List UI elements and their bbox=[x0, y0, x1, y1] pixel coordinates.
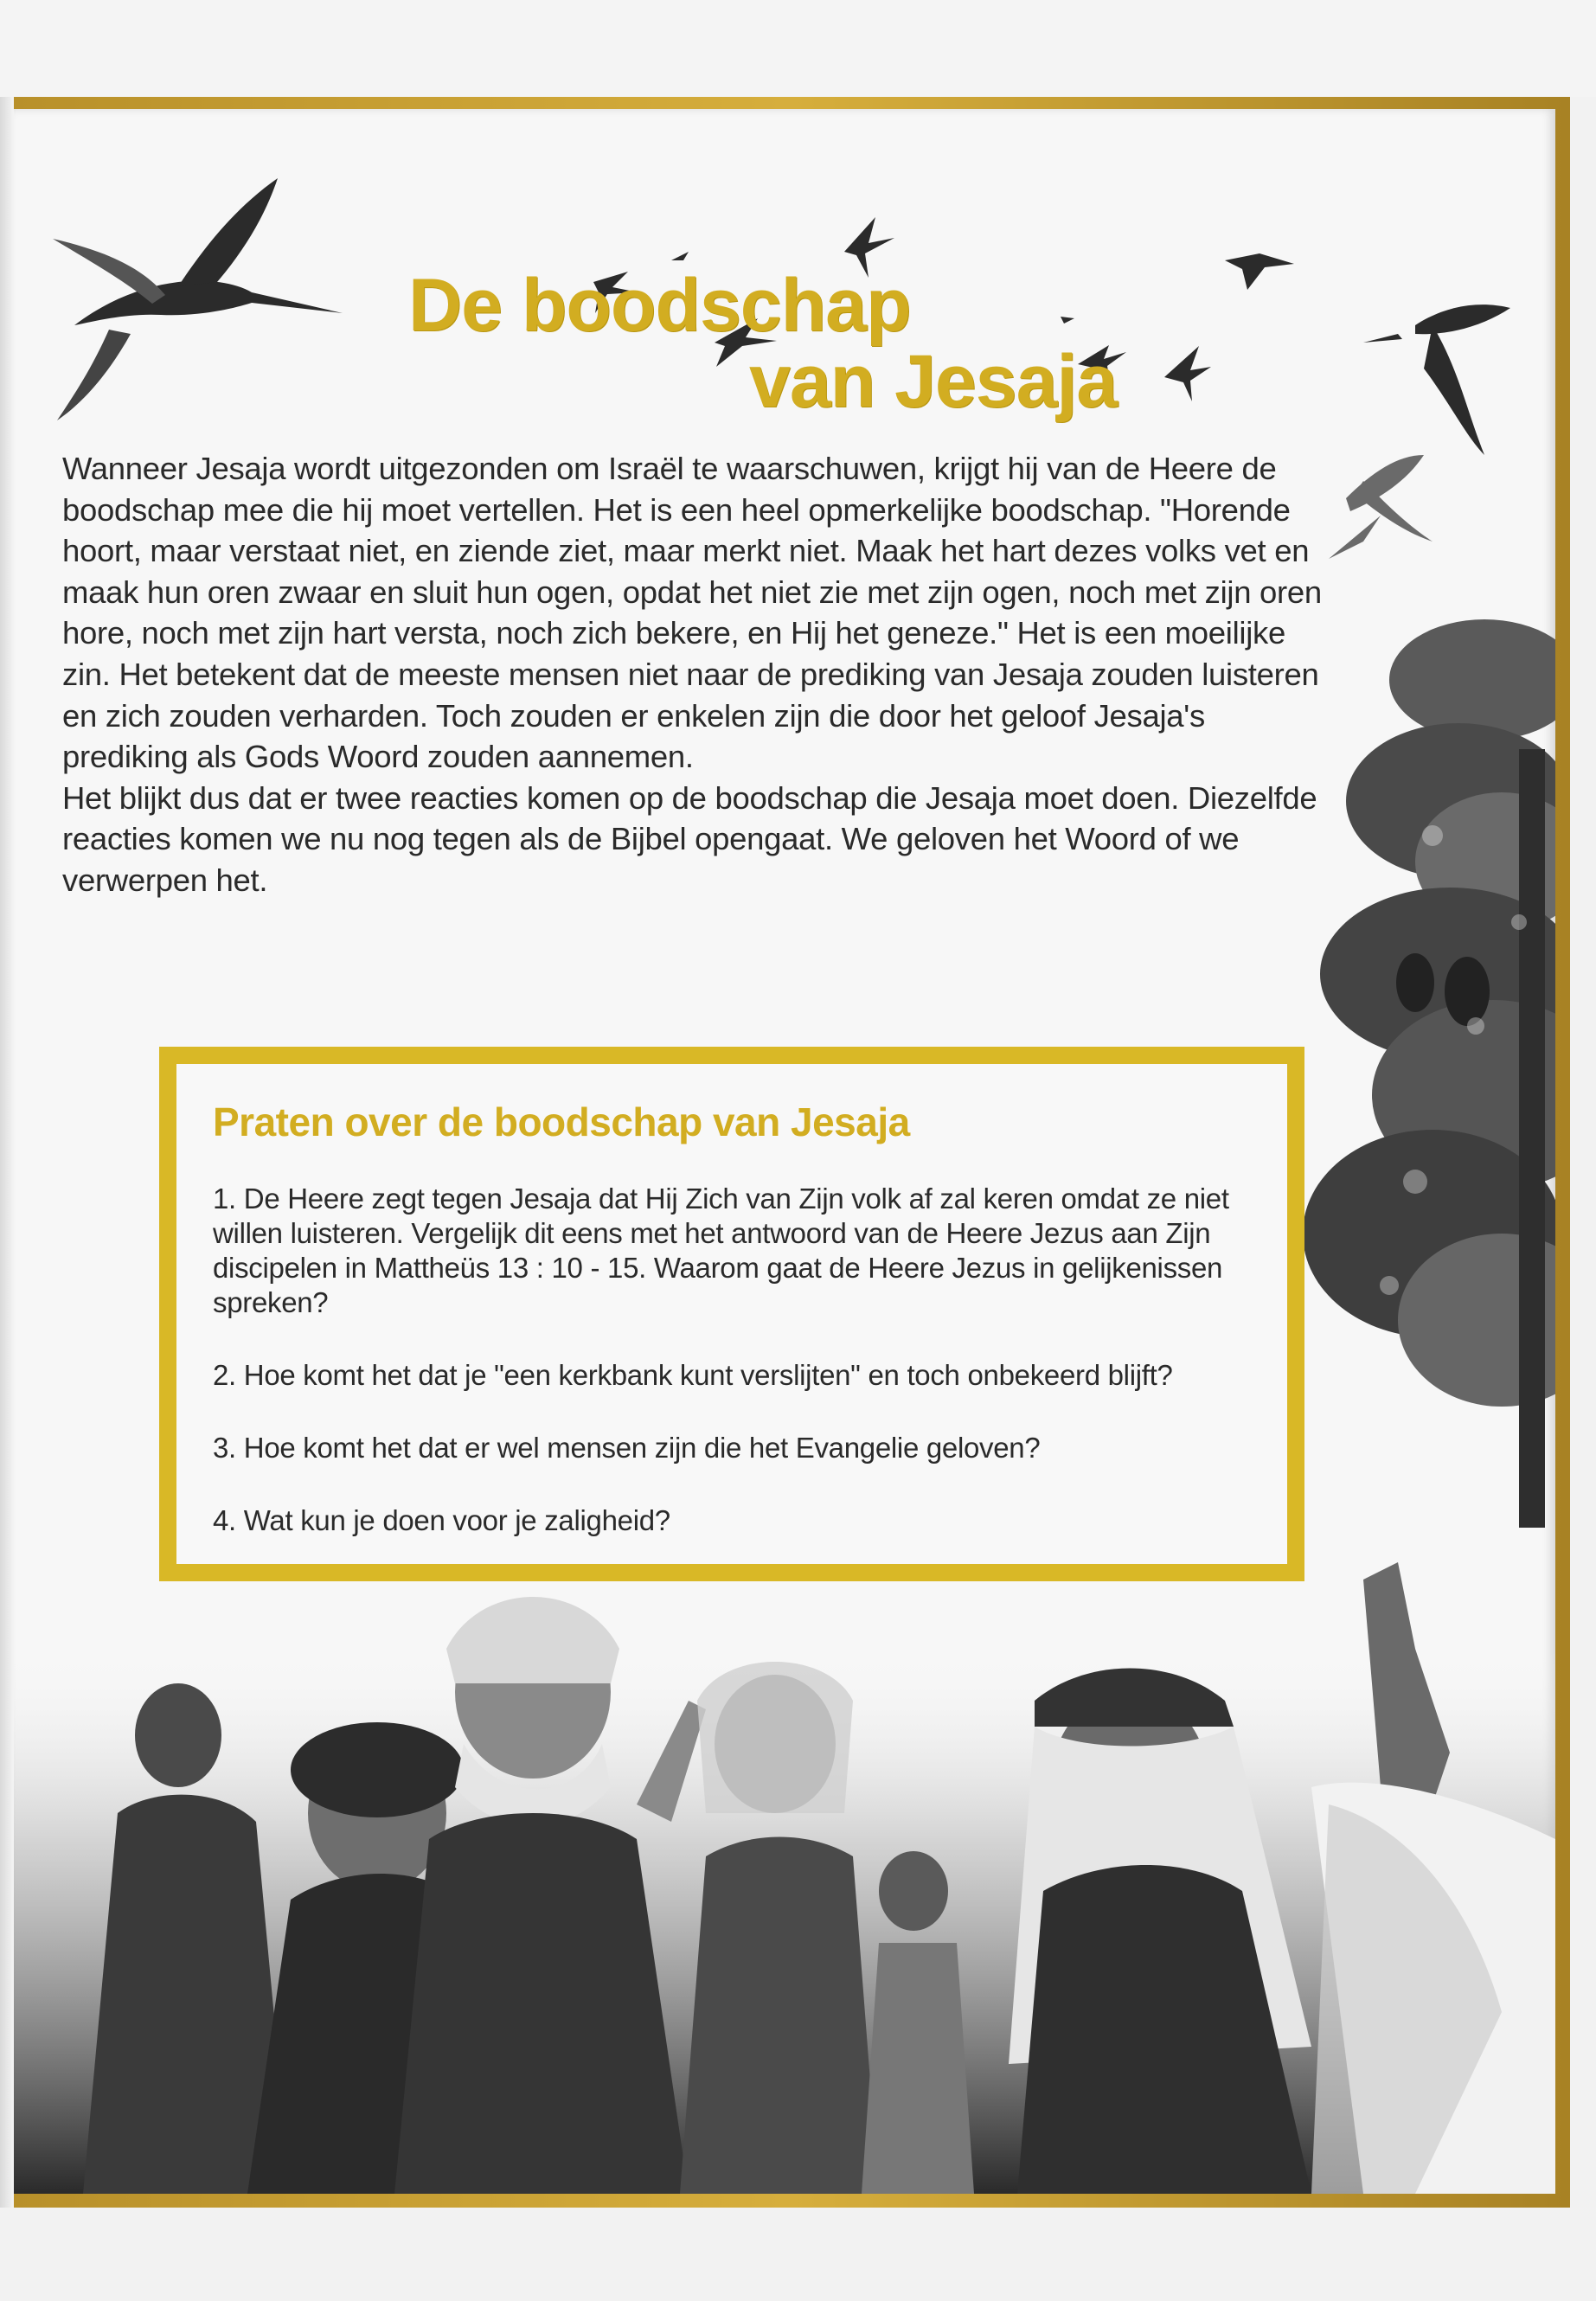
page-title-line2: van Jesaja bbox=[749, 340, 1118, 423]
crowd-illustration bbox=[14, 1528, 1555, 2194]
intro-paragraph-1: Wanneer Jesaja wordt uitgezonden om Israël te waarschuwen, krijgt hij van de Heere de boodschap mee die hij moet vertellen. Het is een heel opmerkelijke boodschap. "Horende hoort, maar verstaat niet, en ziende ziet, maar merkt niet. Maak het hart dezes volks vet en maak hun oren zwaar en sluit hun ogen, opdat het niet zie met zijn ogen, noch met zijn oren hore, noch met zijn hart versta, noch zich bekere, en Hij het geneze." Het is een moeilijke zin. Het betekent dat de meeste mensen niet naar de prediking van Jesaja zouden luisteren en zich zouden verharden. Toch zouden er enkelen zijn die door het geloof Jesaja's prediking als Gods Woord zouden aannemen. bbox=[62, 451, 1322, 775]
scan-background-bottom bbox=[0, 2208, 1596, 2301]
intro-text bbox=[62, 448, 1334, 901]
crane-icon bbox=[1329, 455, 1433, 559]
swallow-icon bbox=[1225, 253, 1294, 290]
book-page bbox=[14, 109, 1555, 2194]
question-item-1: 1. De Heere zegt tegen Jesaja dat Hij Zich van Zijn volk af zal keren omdat ze niet willen luisteren. Vergelijk dit eens met het antwoord van de Heere Jezus aan Zijn discipelen in Mattheüs 13 : 10 - 15. Waarom gaat de Heere Jezus in gelijkenissen spreken? bbox=[213, 1183, 1229, 1318]
intro-paragraph-2: Het blijkt dus dat er twee reacties komen op de boodschap die Jesaja moet doen. Diezelfde reacties komen we nu nog tegen als de Bijbel opengaat. We geloven het Woord of we verwerpen het. bbox=[62, 779, 1317, 898]
crane-icon bbox=[1363, 304, 1510, 455]
discussion-box bbox=[159, 1047, 1304, 1581]
page-title-line1: De boodschap bbox=[408, 264, 911, 347]
question-list bbox=[213, 1182, 1277, 1538]
swallow-icon bbox=[1061, 317, 1074, 324]
question-item-4: 4. Wat kun je doen voor je zaligheid? bbox=[213, 1504, 670, 1536]
scan-background-top bbox=[0, 0, 1596, 97]
discussion-box-title: Praten over de boodschap van Jesaja bbox=[213, 1099, 910, 1144]
person-figure bbox=[680, 1662, 879, 2194]
question-item-2: 2. Hoe komt het dat je "een kerkbank kunt verslijten" en toch onbekeerd blijft? bbox=[213, 1359, 1173, 1391]
question-item-3: 3. Hoe komt het dat er wel mensen zijn die het Evangelie geloven? bbox=[213, 1432, 1041, 1464]
page-spine-edge bbox=[0, 97, 14, 2208]
swallow-icon bbox=[671, 252, 689, 260]
swallow-icon bbox=[1164, 346, 1211, 401]
crane-icon bbox=[53, 178, 343, 420]
